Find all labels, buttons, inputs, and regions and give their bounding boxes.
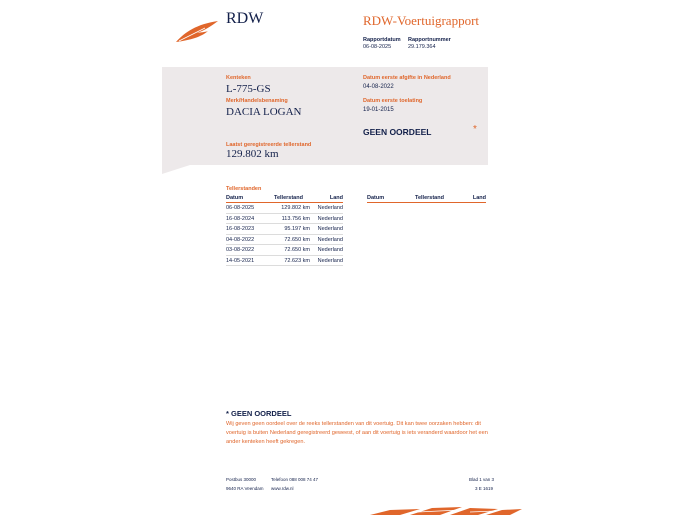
odometer-table	[226, 195, 343, 266]
rdw-logo	[175, 18, 220, 44]
row-date: 14-05-2021	[226, 255, 274, 266]
footer-address-1: Postbus 30000	[226, 477, 257, 482]
last-odo-label: Laatst geregistreerde tellerstand	[226, 142, 312, 148]
col-country: Land	[314, 195, 343, 203]
panel-notch	[162, 165, 190, 174]
row-date: 04-08-2022	[226, 234, 274, 245]
report-number: 29.179.364	[408, 44, 436, 50]
verdict: GEEN OORDEEL	[363, 127, 432, 137]
row-reading: 95.197 km	[274, 224, 314, 235]
report-number-label: Rapportnummer	[408, 37, 451, 43]
row-date: 06-08-2025	[226, 203, 274, 214]
row-reading: 72.650 km	[274, 234, 314, 245]
first-adm-label: Datum eerste toelating	[363, 98, 423, 104]
brand-name: RDW	[226, 10, 264, 27]
row-country: Nederland	[314, 234, 343, 245]
row-country: Nederland	[314, 245, 343, 256]
footer-page-number: Blad 1 van 3	[469, 477, 495, 482]
col-country-2: Land	[455, 195, 486, 203]
feather-icon	[175, 18, 220, 44]
row-country: Nederland	[314, 203, 343, 214]
odometer-header-row	[226, 195, 343, 203]
footer-address-2: 9640 RA Veendam	[226, 486, 264, 491]
row-reading: 72.650 km	[274, 245, 314, 256]
col-date: Datum	[226, 195, 274, 203]
footer-code: 3 E 1619	[475, 486, 494, 491]
footer-swoosh-decoration	[370, 503, 525, 514]
row-reading: 113.756 km	[274, 213, 314, 224]
first-adm-value: 19-01-2015	[363, 107, 394, 113]
col-reading: Tellerstand	[274, 195, 314, 203]
table-row	[226, 203, 343, 214]
odometer-header-row-2	[367, 195, 486, 203]
last-odo-value: 129.802 km	[226, 148, 279, 160]
first-nl-value: 04-08-2022	[363, 84, 394, 90]
row-country: Nederland	[314, 255, 343, 266]
row-reading: 72.623 km	[274, 255, 314, 266]
report-title: RDW-Voertuigrapport	[363, 13, 480, 28]
make-model-value: DACIA LOGAN	[226, 106, 302, 118]
table-row	[226, 213, 343, 224]
col-reading-2: Tellerstand	[415, 195, 455, 203]
row-country: Nederland	[314, 213, 343, 224]
note-text: Wij geven geen oordeel over de reeks tellerstanden van dit voertuig. Dit kan twee oorzaken hebben: dit voertuig is buiten Nederland geregistreerd geweest, of aan dit voertuig is iets veranderd waardoor het een ander kenteken heeft gekregen.	[226, 421, 488, 445]
table-row	[226, 224, 343, 235]
row-country: Nederland	[314, 224, 343, 235]
verdict-asterisk: *	[473, 124, 477, 135]
first-nl-label: Datum eerste afgifte in Nederland	[363, 75, 451, 81]
table-row	[226, 245, 343, 256]
odometer-table-2	[367, 195, 486, 203]
row-date: 16-08-2024	[226, 213, 274, 224]
plate-label: Kenteken	[226, 75, 251, 81]
row-reading: 129.802 km	[274, 203, 314, 214]
footer-phone: Telefoon 088 008 74 47	[271, 477, 319, 482]
vehicle-panel	[162, 67, 488, 165]
note-title: * GEEN OORDEEL	[226, 409, 292, 418]
row-date: 16-08-2023	[226, 224, 274, 235]
odometer-section-title: Tellerstanden	[226, 186, 262, 192]
make-model-label: Merk/Handelsbenaming	[226, 98, 288, 104]
row-date: 03-08-2022	[226, 245, 274, 256]
plate-value: L-775-GS	[226, 83, 271, 95]
report-date: 06-08-2025	[363, 44, 392, 50]
report-date-label: Rapportdatum	[363, 37, 401, 43]
col-date-2: Datum	[367, 195, 415, 203]
table-row	[226, 234, 343, 245]
footer-web[interactable]: www.rdw.nl	[271, 486, 294, 491]
table-row	[226, 255, 343, 266]
